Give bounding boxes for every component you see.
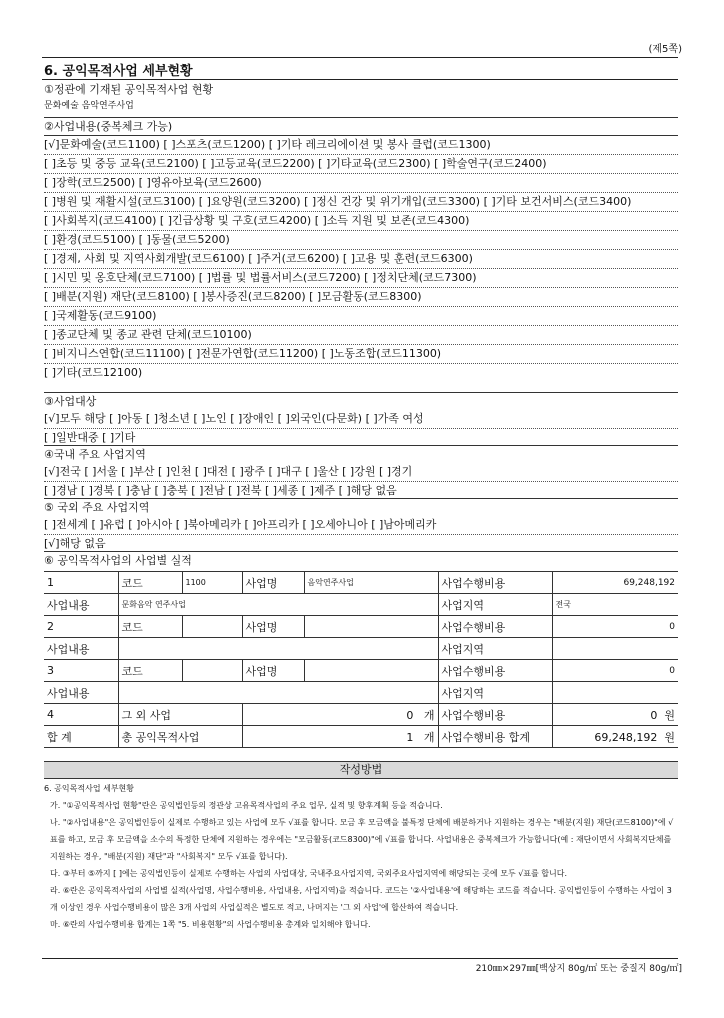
content-value: 문화음악 연주사업 <box>118 594 438 616</box>
method-item-ma: 마. ⑥란의 사업수행비용 합계는 1쪽 "5. 비용현황"의 사업수행비용 총계와 일치해야 합니다. <box>50 920 371 929</box>
business-line-3: [ ]장학(코드2500) [ ]영유아보육(코드2600) <box>44 174 678 193</box>
method-title: 작성방법 <box>44 761 678 779</box>
business-line-1: [√]문화예술(코드1100) [ ]스포츠(코드1200) [ ]기타 레크리에이션 및 봉사 클럽(코드1300) <box>44 136 678 155</box>
domestic-line-2: [ ]경남 [ ]경북 [ ]충남 [ ]충북 [ ]전남 [ ]전북 [ ]세종 [ ]제주 [ ]해당 없음 <box>44 484 397 497</box>
others-amount: 0 원 <box>552 704 678 726</box>
method-item-na: 나. "②사업내용"은 공익법인등이 실제로 수행하고 있는 사업에 모두 √표를 합니다. 모금 후 모금액을 불특정 단체에 배분하거나 지원하는 경우는 "배분(지원) 재단(코드8100)"에 √표를 하고, 모금 후 모금액을 소수의 특정한 단체에 지원하는 경우에는 "모금활동(코드8300)"에 √표를 합니다. 사업내용은 중복체크가 가능합니다(예 : 재단이면서 사회복지단체를 지원하는 경우, "배분(지원) 재단"과 "사회복지" 모두 √표를 합니다). <box>50 818 674 861</box>
section-5 <box>44 498 678 553</box>
table-row <box>44 660 678 682</box>
section-6-heading: ⑥ 공익목적사업의 사업별 실적 <box>44 554 192 567</box>
section-3 <box>44 392 678 447</box>
region-value <box>552 682 678 704</box>
performance-table <box>44 571 678 748</box>
region-label: 사업지역 <box>438 594 552 616</box>
business-line-6: [ ]환경(코드5100) [ ]동물(코드5200) <box>44 231 678 250</box>
region-value: 전국 <box>552 594 678 616</box>
amount-label: 사업수행비용 <box>438 704 552 726</box>
content-label: 사업내용 <box>44 682 118 704</box>
content-label: 사업내용 <box>44 638 118 660</box>
row-number: 3 <box>44 660 118 682</box>
domestic-line-1: [√]전국 [ ]서울 [ ]부산 [ ]인천 [ ]대전 [ ]광주 [ ]대구 [ ]울산 [ ]강원 [ ]경기 <box>44 463 678 482</box>
amount-value: 0 <box>552 660 678 682</box>
table-row <box>44 638 678 660</box>
code-value <box>182 660 242 682</box>
section-3-heading: ③사업대상 <box>44 395 97 408</box>
total-count-label: 총 공익목적사업 <box>118 726 242 748</box>
business-line-7: [ ]경제, 사회 및 지역사회개발(코드6100) [ ]주거(코드6200) [ ]고용 및 훈련(코드6300) <box>44 250 678 269</box>
method-item-da: 다. ③부터 ⑤까지 [ ]에는 공익법인등이 실제로 수행하는 사업의 사업대상, 국내주요사업지역, 국외주요사업지역에 해당되는 곳에 모두 √표를 합니다. <box>50 869 568 878</box>
section-title: 6. 공익목적사업 세부현황 <box>44 64 193 79</box>
row-number: 2 <box>44 616 118 638</box>
region-value <box>552 638 678 660</box>
section-2-heading: ②사업내용(중복체크 가능) <box>44 120 173 133</box>
page-number: (제5쪽) <box>648 44 682 55</box>
section-1-value: 문화예술 음악연주사업 <box>44 101 134 111</box>
table-row <box>44 572 678 594</box>
method-heading: 6. 공익목적사업 세부현황 <box>44 784 134 793</box>
total-amount-label: 사업수행비용 합계 <box>438 726 552 748</box>
business-line-13: [ ]기타(코드12100) <box>44 366 143 379</box>
amount-value: 69,248,192 <box>552 572 678 594</box>
code-value <box>182 616 242 638</box>
biz-name-value <box>304 616 438 638</box>
section-6 <box>44 551 678 569</box>
biz-name-label: 사업명 <box>242 572 304 594</box>
business-line-8: [ ]시민 및 옹호단체(코드7100) [ ]법률 및 법률서비스(코드7200) [ ]정치단체(코드7300) <box>44 269 678 288</box>
amount-label: 사업수행비용 <box>438 660 552 682</box>
method-item-ga: 가. "①공익목적사업 현황"란은 공익법인등의 정관상 고유목적사업의 주요 업무, 실적 및 향후계획 등을 적습니다. <box>50 801 443 810</box>
overseas-line-1: [ ]전세계 [ ]유럽 [ ]아시아 [ ]북아메리카 [ ]아프리카 [ ]오세아니아 [ ]남아메리카 <box>44 516 678 535</box>
total-label: 합 계 <box>44 726 118 748</box>
method-item-ra: 라. ⑥란은 공익목적사업의 사업별 실적(사업명, 사업수행비용, 사업내용, 사업지역)을 적습니다. 코드는 '②사업내용'에 해당하는 코드를 적습니다. 공익법인등이 수행하는 사업이 3개 이상인 경우 사업수행비용이 많은 3개 사업의 사업실적은 별도로 적고, 나머지는 '그 외 사업'에 합산하여 적습니다. <box>50 886 672 912</box>
business-line-4: [ ]병원 및 재활시설(코드3100) [ ]요양원(코드3200) [ ]정신 건강 및 위기개입(코드3300) [ ]기타 보건서비스(코드3400) <box>44 193 678 212</box>
code-label: 코드 <box>118 572 182 594</box>
code-label: 코드 <box>118 660 182 682</box>
business-line-9: [ ]배분(지원) 재단(코드8100) [ ]봉사증진(코드8200) [ ]모금활동(코드8300) <box>44 288 678 307</box>
business-line-12: [ ]비지니스연합(코드11100) [ ]전문가연합(코드11200) [ ]노동조합(코드11300) <box>44 345 678 364</box>
target-line-1: [√]모두 해당 [ ]아동 [ ]청소년 [ ]노인 [ ]장애인 [ ]외국인(다문화) [ ]가족 여성 <box>44 410 678 429</box>
row-number: 4 <box>44 704 118 726</box>
target-line-2: [ ]일반대중 [ ]기타 <box>44 431 136 444</box>
section-4 <box>44 445 678 500</box>
table-row-total <box>44 726 678 748</box>
row-number: 1 <box>44 572 118 594</box>
biz-name-value: 음악연주사업 <box>304 572 438 594</box>
others-label: 그 외 사업 <box>118 704 242 726</box>
title-rule <box>42 79 678 80</box>
content-label: 사업내용 <box>44 594 118 616</box>
total-amount: 69,248,192 원 <box>552 726 678 748</box>
section-1 <box>44 81 678 114</box>
section-1-heading: ①정관에 기재된 공익목적사업 현황 <box>44 83 214 96</box>
table-row <box>44 594 678 616</box>
amount-label: 사업수행비용 <box>438 572 552 594</box>
biz-name-label: 사업명 <box>242 660 304 682</box>
amount-label: 사업수행비용 <box>438 616 552 638</box>
biz-name-label: 사업명 <box>242 616 304 638</box>
method-body <box>44 780 678 933</box>
table-row <box>44 682 678 704</box>
others-count: 0 개 <box>242 704 438 726</box>
table-row-others <box>44 704 678 726</box>
amount-value: 0 <box>552 616 678 638</box>
top-rule <box>42 57 678 58</box>
content-value <box>118 682 438 704</box>
section-5-heading: ⑤ 국외 주요 사업지역 <box>44 501 150 514</box>
business-line-10: [ ]국제활동(코드9100) <box>44 307 678 326</box>
overseas-line-2: [√]해당 없음 <box>44 537 106 550</box>
content-value <box>118 638 438 660</box>
paper-spec: 210㎜×297㎜[백상지 80g/㎡ 또는 중질지 80g/㎡] <box>475 964 682 974</box>
section-4-heading: ④국내 주요 사업지역 <box>44 448 146 461</box>
section-2 <box>44 117 678 382</box>
business-line-5: [ ]사회복지(코드4100) [ ]긴급상황 및 구호(코드4200) [ ]소득 지원 및 보존(코드4300) <box>44 212 678 231</box>
business-line-11: [ ]종교단체 및 종교 관련 단체(코드10100) <box>44 326 678 345</box>
footer-rule <box>42 958 678 959</box>
biz-name-value <box>304 660 438 682</box>
code-value: 1100 <box>182 572 242 594</box>
region-label: 사업지역 <box>438 682 552 704</box>
business-line-2: [ ]초등 및 중등 교육(코드2100) [ ]고등교육(코드2200) [ ]기타교육(코드2300) [ ]학술연구(코드2400) <box>44 155 678 174</box>
code-label: 코드 <box>118 616 182 638</box>
region-label: 사업지역 <box>438 638 552 660</box>
table-row <box>44 616 678 638</box>
total-count: 1 개 <box>242 726 438 748</box>
